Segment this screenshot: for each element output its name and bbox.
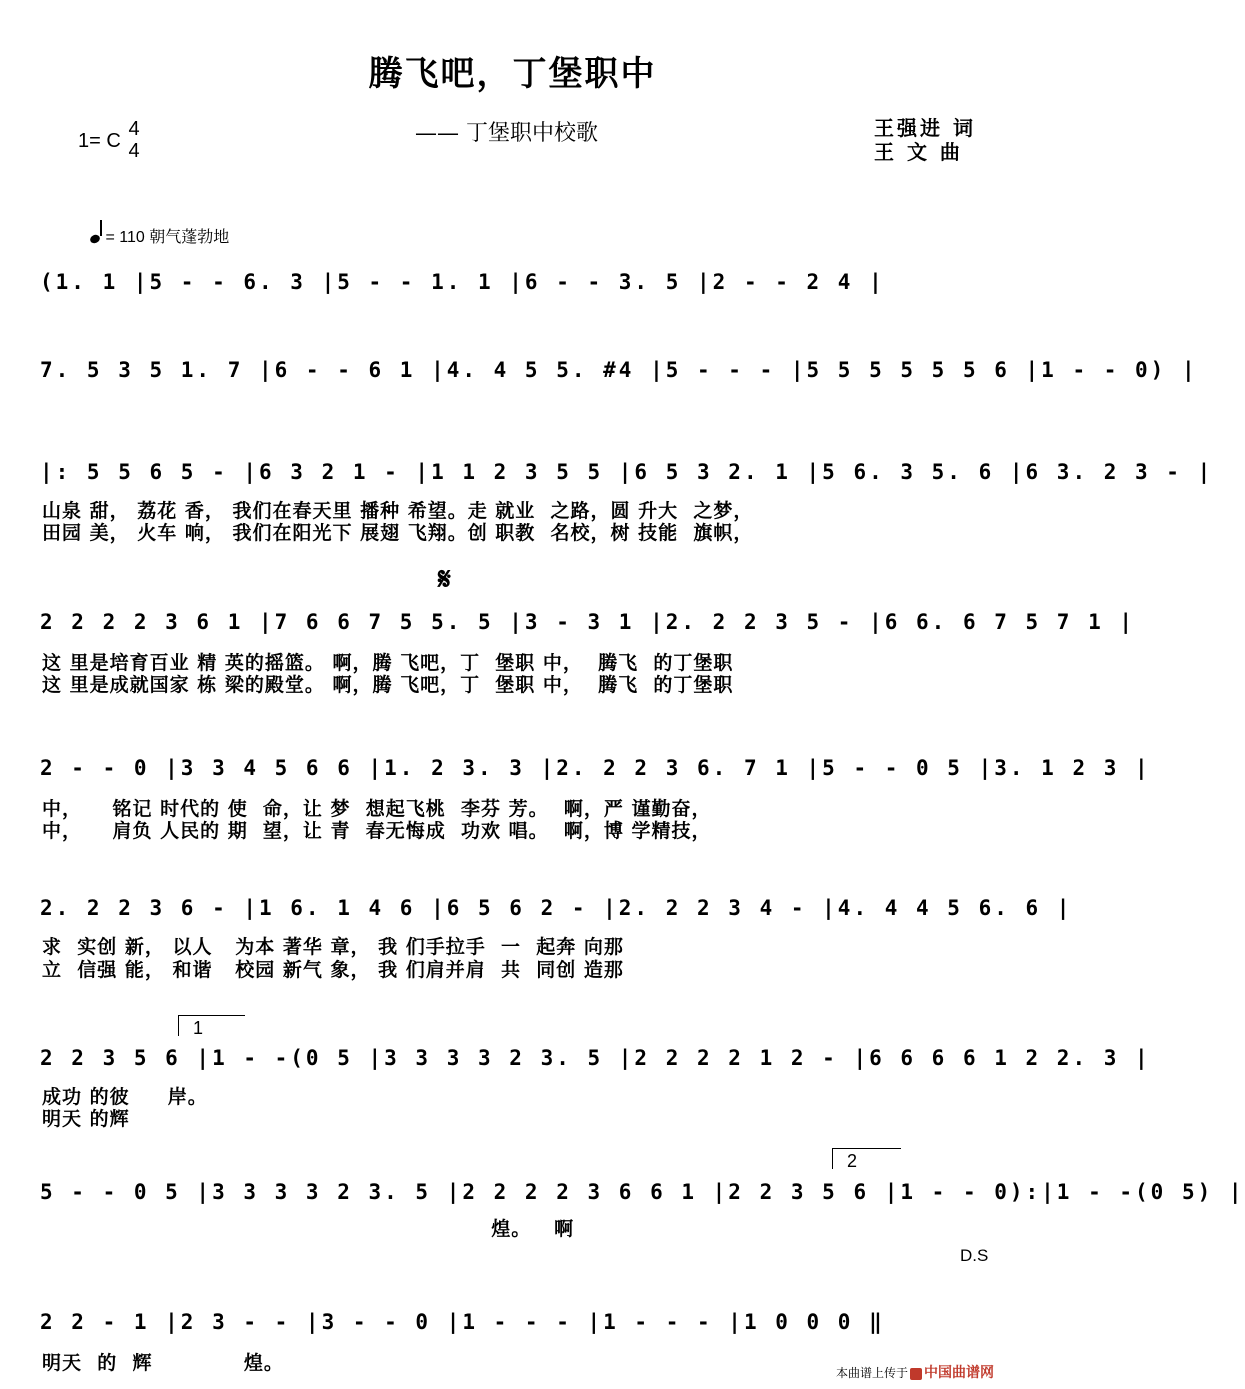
system-3-notes: |: 5 5 6 5 - |6 3 2 1 - |1 1 2 3 5 5 |6 5 3 2. 1 |5 6. 3 5. 6 |6 3. 2 3 - | (40, 460, 1214, 484)
system-4-lyrics-verse1: 这 里是培育百业 精 英的摇篮。 啊，腾 飞吧，丁 堡职 中， 腾飞 的丁堡职 (42, 652, 734, 674)
site-logo-icon (910, 1368, 922, 1380)
system-1-notes: (1. 1 |5 - - 6. 3 |5 - - 1. 1 |6 - - 3. 5 |2 - - 2 4 | (40, 270, 885, 294)
system-5-lyrics-verse2: 中， 肩负 人民的 期 望，让 青 春无悔成 功欢 唱。 啊，博 学精技， (42, 820, 712, 842)
system-7-lyrics-verse2: 明天 的辉 (42, 1108, 130, 1130)
volta-number: 2 (847, 1151, 858, 1171)
system-6-lyrics-verse2: 立 信强 能， 和谐 校园 新气 象， 我 们肩并肩 共 同创 造那 (42, 959, 624, 981)
segno-icon: 𝄋 (438, 562, 451, 597)
composer-credit: 王 文 曲 (874, 140, 963, 164)
system-5-lyrics-verse1: 中， 铭记 时代的 使 命，让 梦 想起飞桃 李芬 芳。 啊，严 谨勤奋， (42, 798, 712, 820)
tempo-marking (90, 224, 229, 247)
dal-segno-marking: D.S (960, 1246, 989, 1265)
note-stem-icon (100, 220, 102, 236)
time-signature-bottom: 4 (128, 140, 140, 162)
second-ending-bracket (832, 1148, 901, 1169)
system-9-lyrics: 明天 的 辉 煌。 (42, 1352, 284, 1374)
volta-number: 1 (193, 1018, 204, 1038)
system-8-lyrics: 煌。 啊 (42, 1218, 575, 1240)
song-title: 腾飞吧，丁堡职中 (368, 54, 657, 94)
footer-watermark (836, 1362, 994, 1382)
song-subtitle: —— 丁堡职中校歌 (415, 121, 598, 146)
time-signature (124, 118, 144, 162)
tempo-text: = 110 朝气蓬勃地 (105, 229, 230, 246)
system-3-lyrics-verse2: 田园 美， 火车 响， 我们在阳光下 展翅 飞翔。创 职教 名校，树 技能 旗帜， (42, 522, 754, 544)
system-2-notes: 7. 5 3 5 1. 7 |6 - - 6 1 |4. 4 5 5. #4 |5 - - - |5 5 5 5 5 5 6 |1 - - 0) | (40, 358, 1198, 382)
system-5-notes: 2 - - 0 |3 3 4 5 6 6 |1. 2 3. 3 |2. 2 2 3 6. 7 1 |5 - - 0 5 |3. 1 2 3 | (40, 756, 1151, 780)
key-signature: 1= C (78, 130, 121, 152)
system-6-lyrics-verse1: 求 实创 新， 以人 为本 著华 章， 我 们手拉手 一 起奔 向那 (42, 936, 624, 958)
system-7-notes: 2 2 3 5 6 |1 - -(0 5 |3 3 3 3 2 3. 5 |2 2 2 2 1 2 - |6 6 6 6 1 2 2. 3 | (40, 1046, 1151, 1070)
lyricist-credit: 王强进 词 (874, 116, 976, 140)
footer-upload-text: 本曲谱上传于 (836, 1366, 909, 1380)
first-ending-bracket (178, 1015, 245, 1036)
time-signature-top: 4 (128, 118, 140, 140)
system-6-notes: 2. 2 2 3 6 - |1 6. 1 4 6 |6 5 6 2 - |2. 2 2 3 4 - |4. 4 4 5 6. 6 | (40, 896, 1073, 920)
system-4-notes: 2 2 2 2 3 6 1 |7 6 6 7 5 5. 5 |3 - 3 1 |2. 2 2 3 5 - |6 6. 6 7 5 7 1 | (40, 610, 1136, 634)
system-4-lyrics-verse2: 这 里是成就国家 栋 梁的殿堂。 啊，腾 飞吧，丁 堡职 中， 腾飞 的丁堡职 (42, 674, 734, 696)
system-3-lyrics-verse1: 山泉 甜， 荔花 香， 我们在春天里 播种 希望。走 就业 之路，圆 升大 之梦， (42, 500, 754, 522)
system-9-notes: 2 2 - 1 |2 3 - - |3 - - 0 |1 - - - |1 - - - |1 0 0 0 ‖ (40, 1310, 885, 1334)
system-7-lyrics-verse1: 成功 的彼 岸。 (42, 1086, 208, 1108)
system-8-notes: 5 - - 0 5 |3 3 3 3 2 3. 5 |2 2 2 2 3 6 6 1 |2 2 3 5 6 |1 - - 0):|1 - -(0 5) | (40, 1180, 1245, 1204)
footer-site-name[interactable]: 中国曲谱网 (924, 1364, 995, 1380)
